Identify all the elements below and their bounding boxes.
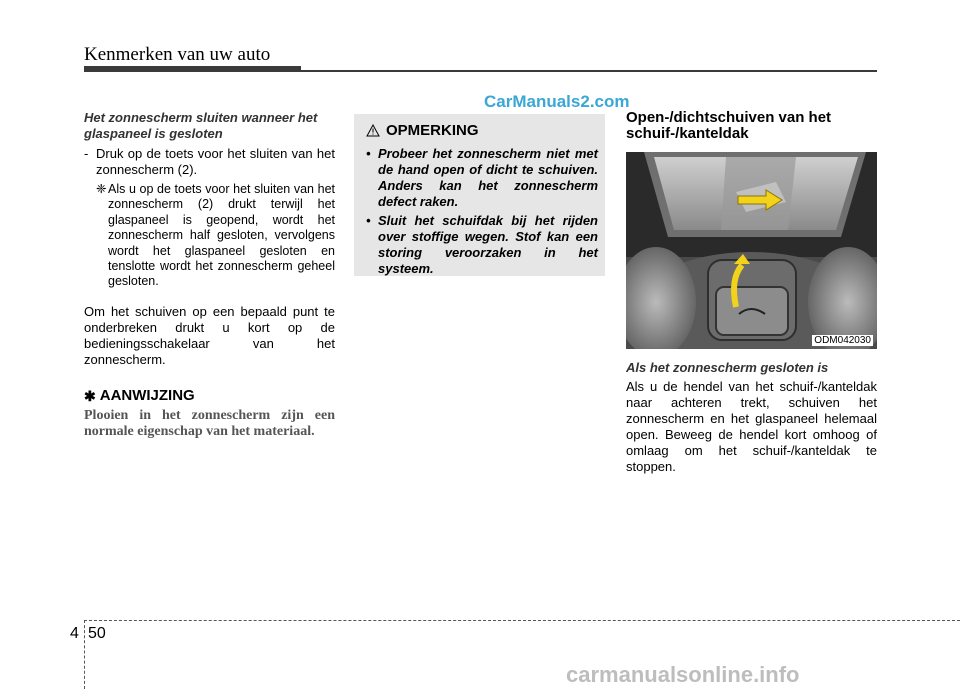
- footer-vertical-rule: [84, 620, 85, 689]
- section-title: Open-/dichtschuiven van het schuif-/kanteldak: [626, 109, 832, 142]
- star-icon: ✱: [84, 387, 96, 404]
- figure-code: ODM042030: [814, 335, 871, 346]
- watermark-bottom: carmanualsonline.info: [566, 662, 800, 687]
- sub-note-text: Als u op de toets voor het sluiten van het zonnescherm (2) drukt terwijl het glaspaneel is geopend, wordt het zonnescherm half gesloten, vervolgens wordt het glaspaneel gesloten en tenslotte wordt het zonnescherm geheel gesloten.: [108, 182, 335, 289]
- right-column-header: [626, 110, 877, 142]
- chapter-number: 4: [70, 625, 79, 642]
- note-body: Plooien in het zonnescherm zijn een normale eigenschap van het materiaal.: [84, 407, 335, 439]
- page-number: 50: [88, 625, 106, 642]
- header-title: Kenmerken van uw auto: [84, 44, 271, 65]
- note-symbol-icon: ❈: [96, 182, 107, 196]
- warning-triangle-icon: [366, 124, 380, 137]
- sunroof-control-image: [626, 152, 877, 349]
- bullet-icon: •: [366, 213, 371, 228]
- left-column: [84, 110, 335, 440]
- warning-text: Probeer het zonnescherm niet met de hand open of dicht te schuiven. Anders kan het zonnescherm defect raken.: [378, 146, 598, 209]
- bullet-icon: •: [366, 146, 371, 161]
- warning-item: [366, 213, 598, 277]
- note-heading: [84, 388, 335, 404]
- warning-item: [366, 146, 598, 210]
- instruction-item: [84, 146, 335, 178]
- header-bar: [84, 66, 301, 72]
- section-heading: Het zonnescherm sluiten wanneer het glaspaneel is gesloten: [84, 110, 318, 141]
- body-text: Als u de hendel van het schuif-/kanteldak naar achteren trekt, schuiven het zonnescherm en het glaspaneel helemaal open. Beweeg de hendel kort omhoog of omlaag om het schuif-/kanteldak te stoppen.: [626, 379, 877, 474]
- warning-title: OPMERKING: [386, 122, 479, 139]
- paragraph: Om het schuiven op een bepaald punt te onderbreken drukt u kort op de bedieningsschakelaar van het zonnescherm.: [84, 303, 335, 367]
- header-rule: [301, 70, 877, 72]
- note-title: AANWIJZING: [99, 386, 195, 404]
- warning-heading: [366, 122, 479, 139]
- instruction-text: Druk op de toets voor het sluiten van het zonnescherm (2).: [96, 146, 335, 177]
- warning-list: [366, 146, 598, 280]
- watermark-top-link[interactable]: CarManuals2.com: [484, 92, 630, 111]
- sub-note: [84, 182, 335, 290]
- right-column-body: [626, 360, 877, 475]
- subheading: Als het zonnescherm gesloten is: [626, 360, 829, 375]
- warning-text: Sluit het schuifdak bij het rijden over stoffige wegen. Stof kan een storing veroorzaken in het systeem.: [378, 213, 598, 276]
- sunroof-illustration: [626, 152, 877, 349]
- warning-box: [354, 114, 605, 276]
- footer-rule: [84, 620, 960, 621]
- dash-marker: -: [84, 146, 89, 161]
